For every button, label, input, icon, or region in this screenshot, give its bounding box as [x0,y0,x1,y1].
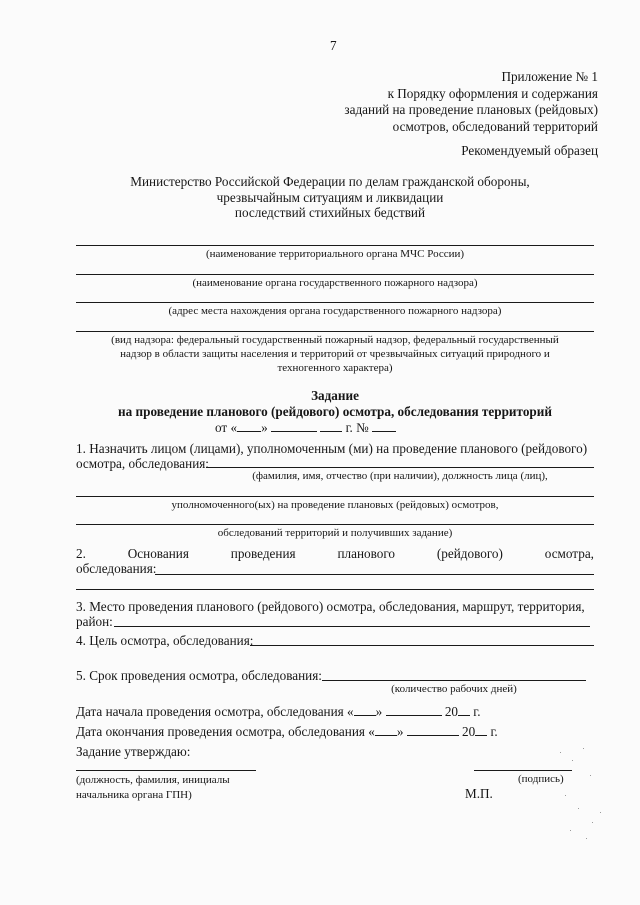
item3-line2: район: [76,614,113,629]
appendix-block [344,69,598,135]
signature-line[interactable] [474,770,572,771]
page-number: 7 [330,38,337,53]
start-day-field[interactable] [354,704,376,716]
start-month-field[interactable] [386,704,442,716]
end-month-field[interactable] [407,724,459,736]
address-line[interactable] [76,302,594,303]
year-field[interactable] [320,420,342,432]
appendix-line-1: к Порядку оформления и содержания [387,85,598,101]
territorial-body-caption: (наименование территориального органа МЧС России) [205,248,465,260]
supervision-type-caption [60,333,610,375]
position-caption-1: (должность, фамилия, инициалы [76,774,230,786]
item5-field[interactable] [322,680,586,681]
item3-line1: 3. Место проведения планового (рейдового) осмотра, обследования, маршрут, территория, [76,599,585,614]
start-year-prefix: 20 [444,704,458,719]
item1-caption-1: (фамилия, имя, отчество (при наличии), должность лица (лиц), [252,470,548,482]
quote-close: » [261,420,268,435]
scan-speck [572,760,573,761]
item2-word: 2. [76,546,86,561]
scan-speck [565,795,566,796]
scan-speck [600,812,601,813]
item1-line1: 1. Назначить лицом (лицами), уполномоченным (ми) на проведение планового (рейдового) [76,441,588,456]
end-year-prefix: 20 [462,724,476,739]
item2-field-2[interactable] [76,589,594,590]
item2-field-1[interactable] [155,574,594,575]
ministry-line-3: последствий стихийных бедствий [234,205,426,220]
start-date-close: » [375,704,383,719]
fire-body-line[interactable] [76,274,594,275]
stamp-label: М.П. [465,786,493,801]
scan-speck [570,830,571,831]
scan-speck [586,838,587,839]
scan-speck [592,822,593,823]
end-date-row [76,724,498,739]
item1-field-2[interactable] [76,496,594,497]
from-label: от « [215,420,238,435]
supervision-caption-1: (вид надзора: федеральный государственный пожарный надзор, федеральный государственный [111,334,559,346]
address-caption: (адрес места нахождения органа государственного пожарного надзора) [168,305,502,317]
sample-label: Рекомендуемый образец [461,143,598,158]
item1-caption-2: уполномоченного(ых) на проведение плановых (рейдовых) осмотров, [171,499,499,511]
appendix-line-3: осмотров, обследований территорий [392,118,598,134]
item1-field-3[interactable] [76,524,594,525]
item2-word: осмотра, [544,546,594,561]
item1-field-1[interactable] [206,467,594,468]
scan-speck [590,775,591,776]
item4-field[interactable] [250,645,594,646]
signature-caption: (подпись) [518,773,564,785]
ministry-line-1: Министерство Российской Федерации по делам гражданской обороны, [130,174,530,189]
scan-speck [583,748,584,749]
end-year-field[interactable] [475,724,487,736]
supervision-caption-3: техногенного характера) [277,362,393,374]
task-heading: Задание [311,388,359,403]
item2-word: (рейдового) [436,546,503,561]
fire-body-caption: (наименование органа государственного пожарного надзора) [192,277,478,289]
appendix-title: Приложение № 1 [501,69,598,84]
scan-speck [560,752,561,753]
supervision-type-line[interactable] [76,331,594,332]
item5: 5. Срок проведения осмотра, обследования: [76,668,322,683]
item1-caption-3: обследований территорий и получивших задание) [217,527,453,539]
start-date-row [76,704,481,719]
day-field[interactable] [237,420,261,432]
task-number-field[interactable] [372,420,396,432]
scan-speck [578,808,579,809]
appendix-line-2: заданий на проведение плановых (рейдовых) [344,102,598,117]
year-number-label: г. № [345,420,369,435]
item2-line2: обследования: [76,561,157,576]
start-date-label: Дата начала проведения осмотра, обследования « [76,704,354,719]
item2-word: планового [337,546,396,561]
start-year-field[interactable] [458,704,470,716]
ministry-block [60,174,600,221]
task-subheading: на проведение планового (рейдового) осмотра, обследования территорий [118,404,552,419]
position-line[interactable] [76,770,256,771]
approve-label: Задание утверждаю: [76,744,191,759]
item5-caption: (количество рабочих дней) [391,683,517,695]
end-date-label: Дата окончания проведения осмотра, обследования « [76,724,375,739]
item2-line1 [76,546,594,561]
task-date-number [215,420,396,435]
item2-word: Основания [127,546,189,561]
end-day-field[interactable] [375,724,397,736]
end-year-suffix: г. [490,724,498,739]
supervision-caption-2: надзор в области защиты населения и территорий от чрезвычайных ситуаций природного и [120,348,550,360]
end-date-close: » [396,724,404,739]
item2-word: проведения [230,546,296,561]
ministry-line-2: чрезвычайным ситуациям и ликвидации [216,189,444,205]
position-caption-2: начальника органа ГПН) [76,789,192,801]
month-field[interactable] [271,420,317,432]
item1-line2: осмотра, обследования: [76,456,209,471]
territorial-body-line[interactable] [76,245,594,246]
start-year-suffix: г. [473,704,481,719]
item3-field[interactable] [114,626,590,627]
item4: 4. Цель осмотра, обследования: [76,633,254,648]
